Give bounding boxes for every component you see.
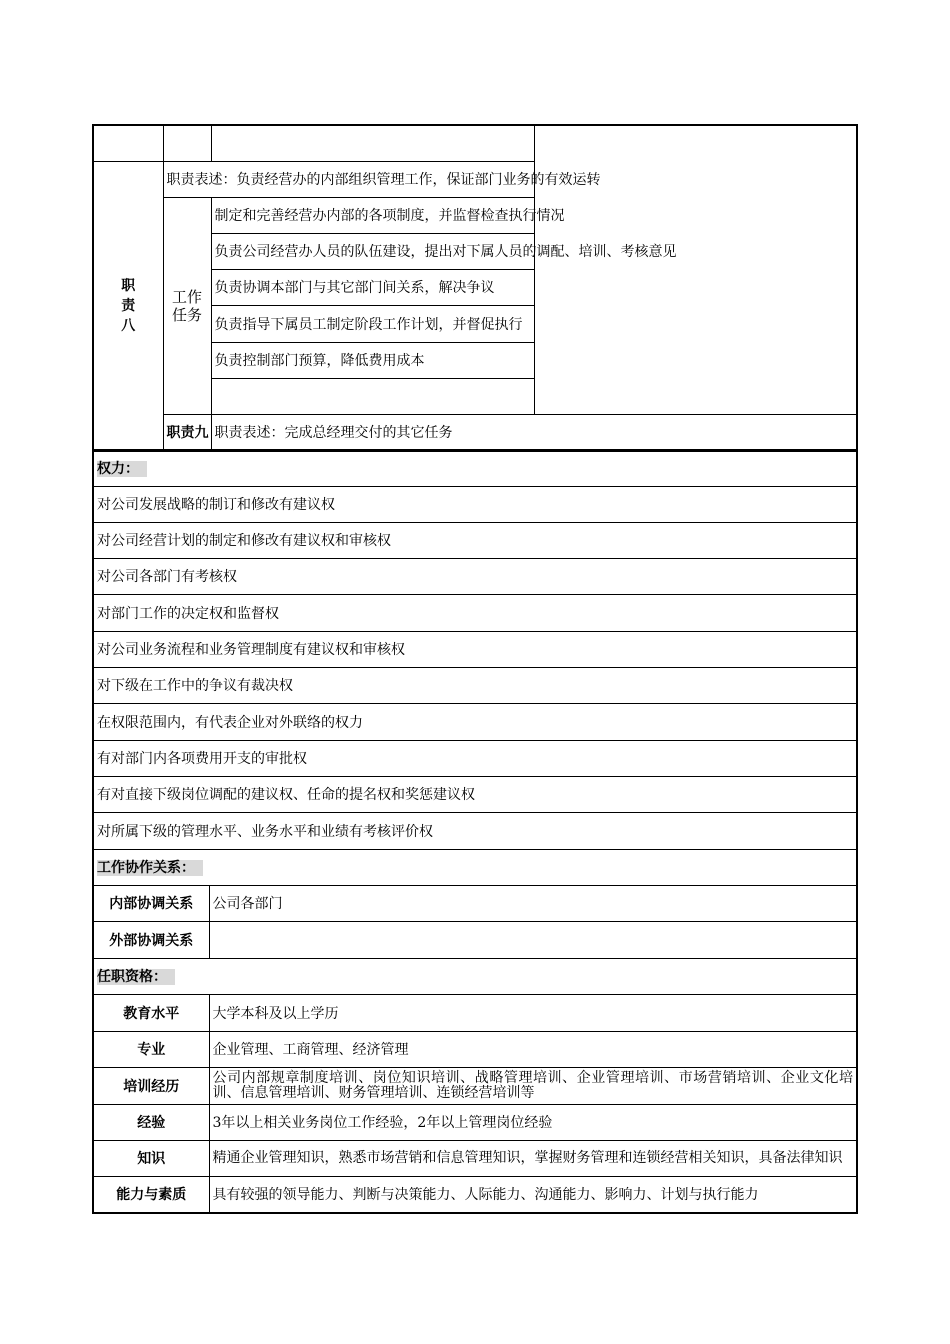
table-row xyxy=(93,486,857,522)
details-table xyxy=(92,449,858,1214)
table-row xyxy=(93,594,857,631)
table-row xyxy=(93,450,857,486)
duty8-label-char: 责 xyxy=(121,297,136,314)
major-value: 企业管理、工商管理、经济管理 xyxy=(209,1031,857,1067)
table-row xyxy=(93,631,857,667)
task-item: 负责指导下属员工制定阶段工作计划，并督促执行 xyxy=(211,305,534,342)
authority-item: 对公司各部门有考核权 xyxy=(93,558,857,594)
duty8-label-char: 职 xyxy=(121,277,136,294)
qualifications-title xyxy=(93,958,857,994)
table-row xyxy=(93,414,857,451)
internal-value: 公司各部门 xyxy=(209,885,857,921)
table-row xyxy=(93,522,857,558)
table-row xyxy=(93,197,857,233)
table-row xyxy=(93,667,857,703)
authority-item: 在权限范围内，有代表企业对外联络的权力 xyxy=(93,703,857,740)
duties-table xyxy=(92,124,858,452)
knowledge-value: 精通企业管理知识，熟悉市场营销和信息管理知识，掌握财务管理和连锁经营相关知识，具备法律知识 xyxy=(209,1140,857,1176)
major-label: 专业 xyxy=(93,1031,209,1067)
table-row xyxy=(93,958,857,994)
ability-label: 能力与素质 xyxy=(93,1176,209,1213)
task-item: 负责协调本部门与其它部门间关系，解决争议 xyxy=(211,269,534,305)
table-row xyxy=(93,776,857,812)
authority-title-text: 权力： xyxy=(97,461,147,477)
duty9-label: 职责九 xyxy=(163,414,211,451)
duty8-description: 职责表述：负责经营办的内部组织管理工作，保证部门业务的有效运转 xyxy=(163,161,534,197)
table-row xyxy=(93,703,857,740)
authority-item: 对部门工作的决定权和监督权 xyxy=(93,594,857,631)
table-row xyxy=(93,994,857,1031)
table-row xyxy=(93,885,857,921)
authority-item: 对公司业务流程和业务管理制度有建议权和审核权 xyxy=(93,631,857,667)
task-item: 负责控制部门预算，降低费用成本 xyxy=(211,342,534,378)
table-row xyxy=(93,1104,857,1140)
authority-item: 对公司发展战略的制订和修改有建议权 xyxy=(93,486,857,522)
qualifications-title-text: 任职资格： xyxy=(97,969,175,985)
table-row xyxy=(93,558,857,594)
table-row xyxy=(93,812,857,849)
task-item: 负责公司经营办人员的队伍建设，提出对下属人员的调配、培训、考核意见 xyxy=(211,233,534,269)
internal-label: 内部协调关系 xyxy=(93,885,209,921)
task-item xyxy=(211,378,534,414)
training-label: 培训经历 xyxy=(93,1067,209,1104)
duty8-label xyxy=(93,161,163,451)
authority-item: 有对直接下级岗位调配的建议权、任命的提名权和奖惩建议权 xyxy=(93,776,857,812)
education-label: 教育水平 xyxy=(93,994,209,1031)
knowledge-label: 知识 xyxy=(93,1140,209,1176)
table-row xyxy=(93,921,857,958)
table-row xyxy=(93,161,857,197)
task-item: 制定和完善经营办内部的各项制度，并监督检查执行情况 xyxy=(211,197,534,233)
authority-title xyxy=(93,450,857,486)
collaboration-title xyxy=(93,849,857,885)
table-row xyxy=(93,1140,857,1176)
authority-item: 有对部门内各项费用开支的审批权 xyxy=(93,740,857,776)
table-row xyxy=(93,1031,857,1067)
duty9-description: 职责表述：完成总经理交付的其它任务 xyxy=(211,414,857,451)
task-label-line: 任务 xyxy=(171,305,202,324)
empty-cell xyxy=(163,125,211,161)
experience-value: 3年以上相关业务岗位工作经验，2年以上管理岗位经验 xyxy=(209,1104,857,1140)
task-label-line: 工作 xyxy=(171,287,202,306)
external-value xyxy=(209,921,857,958)
table-row xyxy=(93,740,857,776)
authority-item: 对所属下级的管理水平、业务水平和业绩有考核评价权 xyxy=(93,812,857,849)
empty-cell xyxy=(211,125,534,161)
authority-item: 对公司经营计划的制定和修改有建议权和审核权 xyxy=(93,522,857,558)
task-label xyxy=(163,197,211,414)
collaboration-title-text: 工作协作关系： xyxy=(97,860,203,876)
table-row xyxy=(93,125,857,161)
duty8-label-char: 八 xyxy=(121,317,136,334)
authority-item: 对下级在工作中的争议有裁决权 xyxy=(93,667,857,703)
ability-value: 具有较强的领导能力、判断与决策能力、人际能力、沟通能力、影响力、计划与执行能力 xyxy=(209,1176,857,1213)
training-value: 公司内部规章制度培训、岗位知识培训、战略管理培训、企业管理培训、市场营销培训、企业文化培训、信息管理培训、财务管理培训、连锁经营培训等 xyxy=(209,1067,857,1104)
external-label: 外部协调关系 xyxy=(93,921,209,958)
empty-cell xyxy=(93,125,163,161)
table-row xyxy=(93,1176,857,1213)
experience-label: 经验 xyxy=(93,1104,209,1140)
table-row xyxy=(93,1067,857,1104)
table-row xyxy=(93,849,857,885)
education-value: 大学本科及以上学历 xyxy=(209,994,857,1031)
